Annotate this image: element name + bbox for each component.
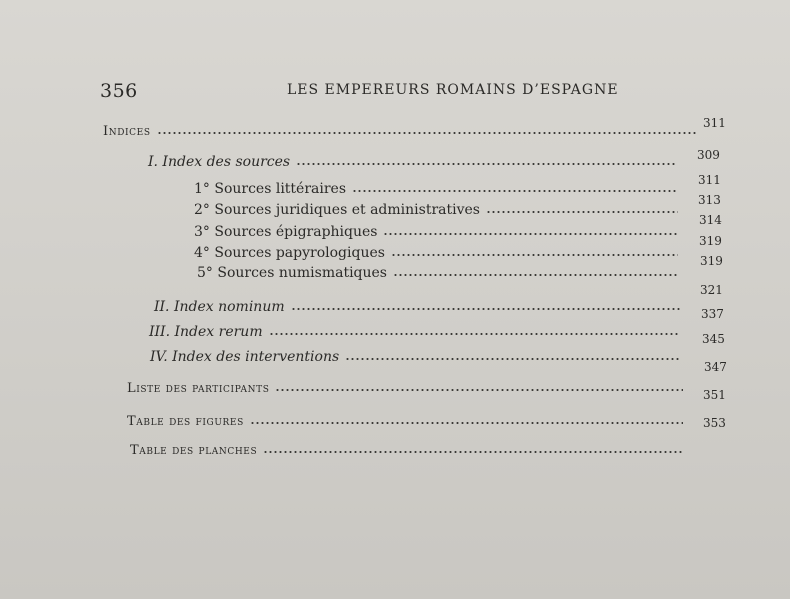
dot-leader bbox=[486, 210, 678, 214]
dot-leader bbox=[345, 357, 680, 361]
dot-leader bbox=[157, 131, 698, 135]
toc-page-number: 347 bbox=[704, 360, 727, 374]
toc-entry-label: I. Index des sources bbox=[148, 154, 291, 170]
dot-leader bbox=[291, 307, 680, 311]
toc-entry-index-nominum bbox=[154, 297, 680, 315]
toc-page-number: 314 bbox=[699, 213, 722, 227]
toc-entry-sources-epigraphiques bbox=[194, 222, 678, 240]
toc-page-number: 351 bbox=[703, 388, 726, 402]
toc-entry-label: 4° Sources papyrologiques bbox=[194, 245, 385, 261]
toc-entry-label: IV. Index des interventions bbox=[150, 349, 340, 365]
dot-leader bbox=[296, 162, 676, 166]
toc-entry-index-des-sources bbox=[148, 152, 676, 170]
toc-page-number: 321 bbox=[700, 283, 723, 297]
toc-entry-indices bbox=[103, 121, 698, 139]
dot-leader bbox=[352, 189, 678, 193]
toc-entry-sources-numismatiques bbox=[197, 263, 678, 281]
toc-page-number: 319 bbox=[700, 254, 723, 268]
toc-page-number: 311 bbox=[703, 116, 726, 130]
toc-entry-table-des-planches bbox=[130, 440, 683, 458]
dot-leader bbox=[383, 232, 678, 236]
dot-leader bbox=[391, 253, 678, 257]
dot-leader bbox=[269, 332, 680, 336]
toc-page-number: 353 bbox=[703, 416, 726, 430]
toc-page-number: 345 bbox=[702, 332, 725, 346]
dot-leader bbox=[250, 421, 683, 425]
toc-entry-label: III. Index rerum bbox=[149, 324, 263, 340]
toc-entry-label: II. Index nominum bbox=[154, 299, 285, 315]
toc-entry-sources-litteraires bbox=[194, 179, 678, 197]
toc-page-number: 319 bbox=[699, 234, 722, 248]
toc-page-number: 309 bbox=[697, 148, 720, 162]
toc-page-number: 337 bbox=[701, 307, 724, 321]
toc-entry-label: 1° Sources littéraires bbox=[194, 181, 347, 197]
toc-entry-sources-juridiques bbox=[194, 200, 678, 218]
toc-entry-label: 3° Sources épigraphiques bbox=[194, 224, 378, 240]
toc-entry-index-des-interventions bbox=[150, 347, 680, 365]
toc-entry-sources-papyrologiques bbox=[194, 243, 678, 261]
toc-entry-label: 2° Sources juridiques et administratives bbox=[194, 202, 480, 218]
toc-entry-label: Table des planches bbox=[130, 443, 258, 458]
dot-leader bbox=[393, 273, 678, 277]
running-head: LES EMPEREURS ROMAINS D’ESPAGNE bbox=[287, 82, 619, 98]
page-number: 356 bbox=[100, 80, 138, 102]
dot-leader bbox=[275, 388, 683, 392]
toc-page-number: 313 bbox=[698, 193, 721, 207]
toc-entry-index-rerum bbox=[149, 322, 680, 340]
toc-page-number: 311 bbox=[698, 173, 721, 187]
toc-entry-label: 5° Sources numismatiques bbox=[197, 265, 387, 281]
toc-entry-table-des-figures bbox=[127, 411, 683, 429]
dot-leader bbox=[263, 450, 683, 454]
toc-entry-liste-des-participants bbox=[127, 378, 683, 396]
toc-entry-label: Indices bbox=[103, 124, 151, 139]
toc-entry-label: Liste des participants bbox=[127, 381, 270, 396]
toc-entry-label: Table des figures bbox=[127, 414, 244, 429]
